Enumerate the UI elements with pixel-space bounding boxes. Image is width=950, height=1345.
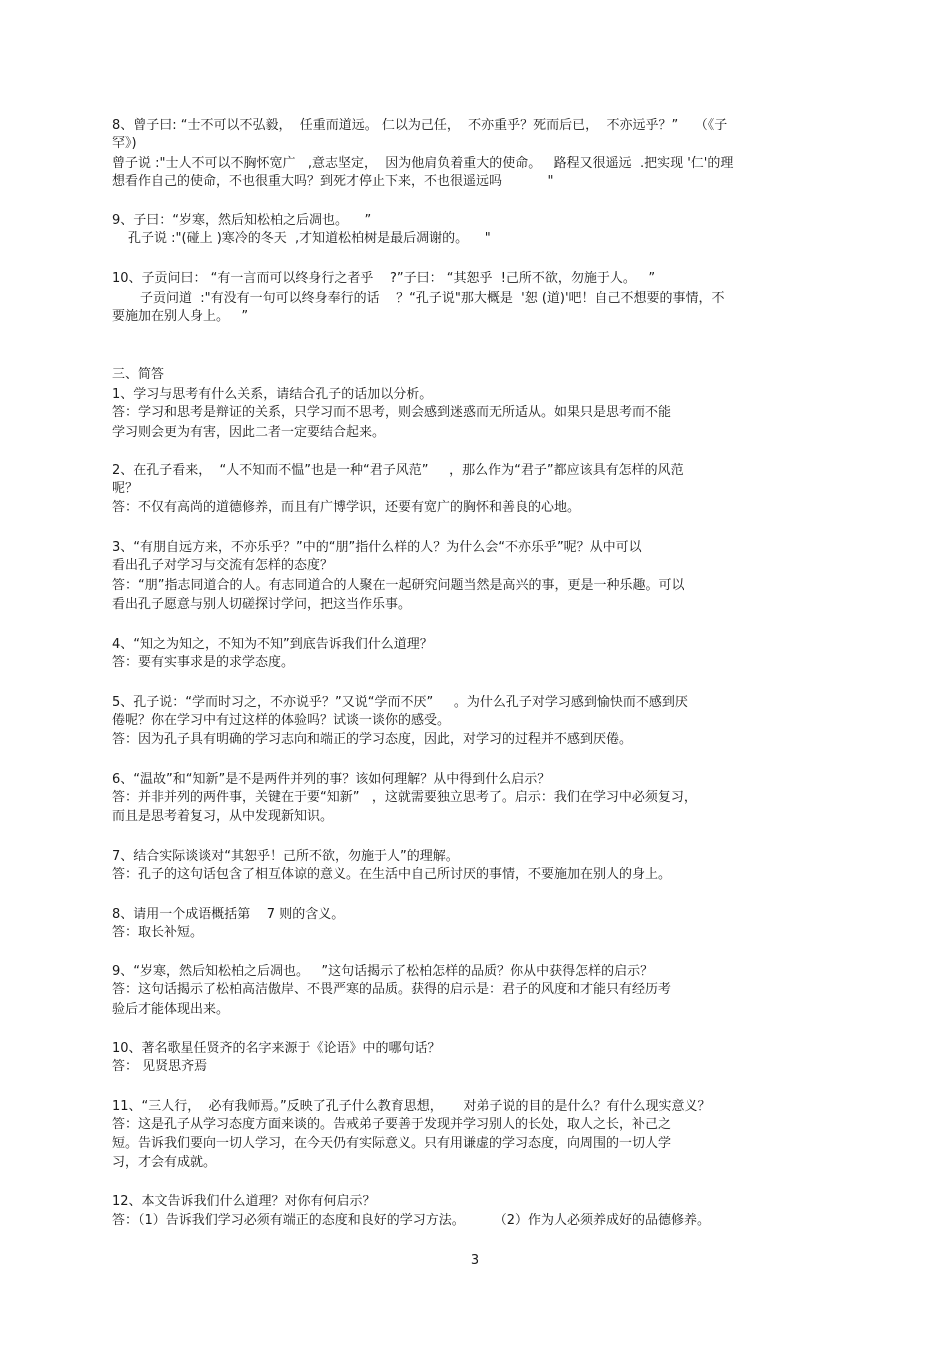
answer-8: 答：取长补短。 <box>112 925 204 940</box>
question-1: 1、学习与思考有什么关系，请结合孔子的话加以分析。 <box>112 387 433 402</box>
answer-5: 答：因为孔子具有明确的学习志向和端正的学习态度，因此，对学习的过程并不感到厌倦。 <box>112 732 633 747</box>
question-7: 7、结合实际谈谈对“其恕乎！己所不欲，勿施于人”的理解。 <box>112 849 459 864</box>
answer-4: 答：要有实事求是的求学态度。 <box>112 655 295 670</box>
item8-translation: 曾子说 :"士人不可以不胸怀宽广 ,意志坚定， 因为他肩负着重大的使命。 路程又很遥远 .把实现 '仁'的理 <box>112 156 734 171</box>
question-3-cont: 看出孔子对学习与交流有怎样的态度？ <box>112 558 334 573</box>
question-5-cont: 倦呢？你在学习中有过这样的体验吗？试谈一谈你的感受。 <box>112 713 451 728</box>
answer-2: 答：不仅有高尚的道德修养，而且有广博学识，还要有宽广的胸怀和善良的心地。 <box>112 500 581 515</box>
item8-translation-cont: 想看作自己的使命，不也很重大吗？到死才停止下来，不也很遥远吗 " <box>112 174 554 189</box>
answer-3: 答：“朋”指志同道合的人。有志同道合的人聚在一起研究问题当然是高兴的事，更是一种乐趣。可以 <box>112 578 685 593</box>
item8-quote-cont: 罕》) <box>112 136 137 151</box>
answer-12: 答：（1）告诉我们学习必须有端正的态度和良好的学习方法。 （2）作为人必须养成好的品德修养。 <box>112 1213 710 1228</box>
question-3: 3、“有朋自远方来，不亦乐乎？”中的“朋”指什么样的人？为什么会“不亦乐乎”呢？从中可以 <box>112 540 642 555</box>
question-2-cont: 呢？ <box>112 481 139 496</box>
item10-translation: 子贡问道 :"有没有一句可以终身奉行的话 ？“孔子说"那大概是 '恕 (道)'吧！自己不想要的事情，不 <box>140 291 725 306</box>
question-11: 11、“三人行， 必有我师焉。”反映了孔子什么教育思想， 对弟子说的目的是什么？有什么现实意义？ <box>112 1099 711 1114</box>
question-5: 5、孔子说：“学而时习之，不亦说乎？”又说“学而不厌” 。为什么孔子对学习感到愉快而不感到厌 <box>112 695 688 710</box>
item9-quote: 9、子曰：“岁寒，然后知松柏之后凋也。 ” <box>112 213 372 228</box>
answer-9-cont: 验后才能体现出来。 <box>112 1002 230 1017</box>
question-2: 2、在孔子看来， “人不知而不愠”也是一种“君子风范” ，那么作为“君子”都应该具有怎样的风范 <box>112 463 684 478</box>
answer-1-cont: 学习则会更为有害，因此二者一定要结合起来。 <box>112 425 386 440</box>
question-9: 9、“岁寒，然后知松柏之后凋也。 ”这句话揭示了松柏怎样的品质？你从中获得怎样的启示？ <box>112 964 654 979</box>
answer-3-cont: 看出孔子愿意与别人切磋探讨学问，把这当作乐事。 <box>112 597 412 612</box>
section-title: 三、简答 <box>112 367 165 382</box>
answer-10: 答： 见贤思齐焉 <box>112 1059 208 1074</box>
answer-11-cont2: 习，才会有成就。 <box>112 1155 217 1170</box>
question-10: 10、著名歌星任贤齐的名字来源于《论语》中的哪句话？ <box>112 1041 441 1056</box>
question-8: 8、请用一个成语概括第 7 则的含义。 <box>112 907 345 922</box>
answer-11: 答：这是孔子从学习态度方面来谈的。告戒弟子要善于发现并学习别人的长处，取人之长，补己之 <box>112 1117 672 1132</box>
answer-6-cont: 而且是思考着复习，从中发现新知识。 <box>112 809 334 824</box>
answer-9: 答：这句话揭示了松柏高洁傲岸、不畏严寒的品质。获得的启示是：君子的风度和才能只有经历考 <box>112 982 672 997</box>
answer-11-cont: 短。告诉我们要向一切人学习，在今天仍有实际意义。只有用谦虚的学习态度，向周围的一切人学 <box>112 1136 672 1151</box>
answer-1: 答：学习和思考是辩证的关系，只学习而不思考，则会感到迷惑而无所适从。如果只是思考而不能 <box>112 405 672 420</box>
answer-7: 答：孔子的这句话包含了相互体谅的意义。在生活中自己所讨厌的事情，不要施加在别人的身上。 <box>112 867 672 882</box>
question-6: 6、“温故”和“知新”是不是两件并列的事？该如何理解？从中得到什么启示？ <box>112 772 551 787</box>
item10-quote: 10、子贡问曰： “有一言而可以终身行之者乎 ?”子曰： “其恕乎 !己所不欲，勿施于人。 ” <box>112 271 656 286</box>
item8-quote: 8、曾子曰: “士不可以不弘毅， 任重而道远。 仁以为己任， 不亦重乎？死而后已， 不亦远乎？” （《子 <box>112 118 728 133</box>
item9-translation: 孔子说 :"(碰上 )寒冷的冬天 ,才知道松柏树是最后凋谢的。 " <box>128 231 491 246</box>
page-number: 3 <box>470 1253 480 1268</box>
question-4: 4、“知之为知之，不知为不知”到底告诉我们什么道理？ <box>112 637 433 652</box>
question-12: 12、本文告诉我们什么道理？对你有何启示？ <box>112 1194 376 1209</box>
answer-6: 答：并非并列的两件事，关键在于要“知新” ，这就需要独立思考了。启示：我们在学习中必须复习， <box>112 790 697 805</box>
item10-translation-cont: 要施加在别人身上。 ” <box>112 309 249 324</box>
